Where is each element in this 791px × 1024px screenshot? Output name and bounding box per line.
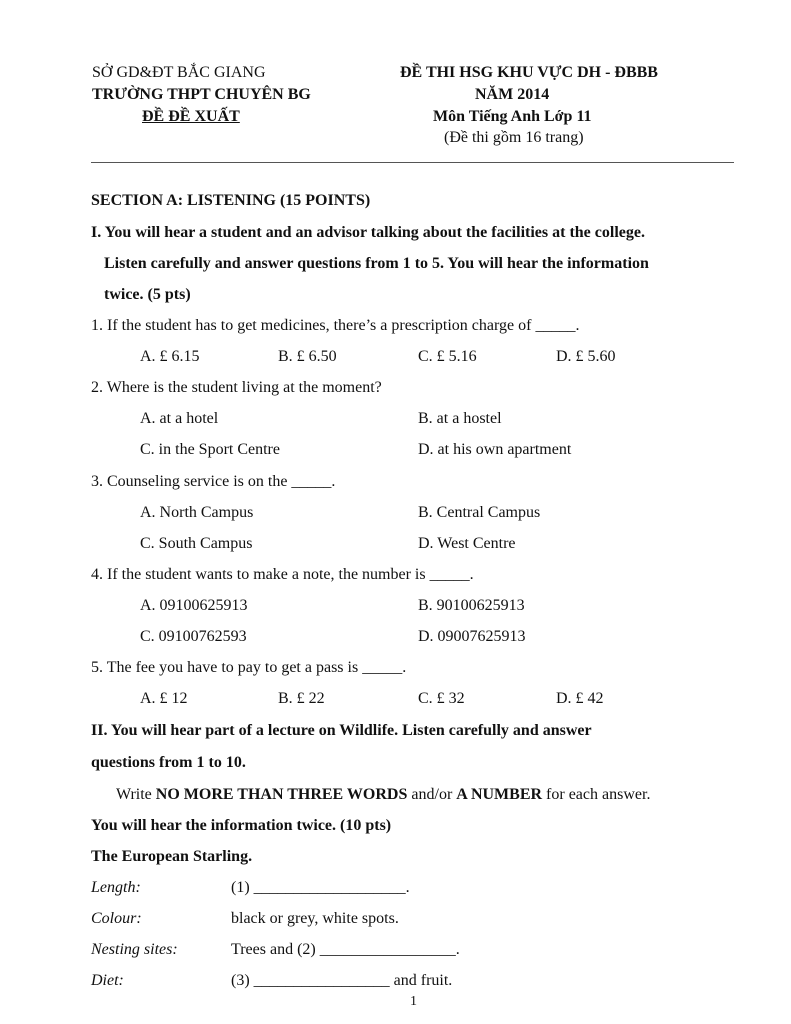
q5-option-a: A. £ 12 — [140, 690, 188, 707]
part2-write-instruction — [116, 786, 650, 804]
page-number: 1 — [410, 994, 417, 1009]
row-label-diet: Diet: — [91, 972, 124, 989]
row-value-colour: black or grey, white spots. — [231, 910, 399, 927]
q3-option-d: D. West Centre — [418, 535, 516, 552]
q3-option-a: A. North Campus — [140, 504, 254, 521]
section-title: SECTION A: LISTENING (15 POINTS) — [91, 192, 371, 209]
q5-option-b: B. £ 22 — [278, 690, 325, 707]
header-dept: SỞ GD&ĐT BẮC GIANG — [92, 64, 266, 81]
starling-heading: The European Starling. — [91, 848, 253, 865]
row-label-nesting: Nesting sites: — [91, 941, 178, 958]
write-limit-words: NO MORE THAN THREE WORDS — [155, 786, 408, 803]
part1-instruction-line3: twice. (5 pts) — [104, 286, 191, 303]
question-4: 4. If the student wants to make a note, the number is _____. — [91, 566, 474, 583]
write-mid: and/or — [407, 786, 457, 803]
q3-option-c: C. South Campus — [140, 535, 253, 552]
q1-option-c: C. £ 5.16 — [418, 348, 477, 365]
q1-option-b: B. £ 6.50 — [278, 348, 337, 365]
q5-option-d: D. £ 42 — [556, 690, 604, 707]
header-page-count: (Đề thi gồm 16 trang) — [444, 129, 584, 146]
part2-instruction-line3: You will hear the information twice. (10 pts) — [91, 817, 392, 834]
part2-instruction-line1: II. You will hear part of a lecture on Wildlife. Listen carefully and answer — [91, 722, 592, 739]
row-label-colour: Colour: — [91, 910, 142, 927]
q4-option-a: A. 09100625913 — [140, 597, 248, 614]
q4-option-b: B. 90100625913 — [418, 597, 525, 614]
q2-option-b: B. at a hostel — [418, 410, 502, 427]
row-value-diet: (3) _________________ and fruit. — [231, 972, 453, 989]
part2-instruction-line2: questions from 1 to 10. — [91, 754, 246, 771]
question-5: 5. The fee you have to pay to get a pass is _____. — [91, 659, 407, 676]
header-proposal: ĐỀ ĐỀ XUẤT — [142, 108, 240, 125]
q1-option-d: D. £ 5.60 — [556, 348, 616, 365]
header-year: NĂM 2014 — [475, 86, 550, 103]
header-school: TRƯỜNG THPT CHUYÊN BG — [92, 86, 311, 103]
q2-option-a: A. at a hotel — [140, 410, 219, 427]
q5-option-c: C. £ 32 — [418, 690, 465, 707]
header-exam-title: ĐỀ THI HSG KHU VỰC DH - ĐBBB — [400, 64, 658, 81]
question-3: 3. Counseling service is on the _____. — [91, 473, 336, 490]
part1-instruction-line1: I. You will hear a student and an advisor talking about the facilities at the college. — [91, 224, 645, 241]
q1-option-a: A. £ 6.15 — [140, 348, 200, 365]
write-limit-number: A NUMBER — [456, 786, 543, 803]
header-divider — [91, 162, 734, 163]
row-value-length: (1) ___________________. — [231, 879, 410, 896]
part1-instruction-line2: Listen carefully and answer questions from 1 to 5. You will hear the information — [104, 255, 649, 272]
q4-option-c: C. 09100762593 — [140, 628, 247, 645]
q2-option-d: D. at his own apartment — [418, 441, 572, 458]
row-label-length: Length: — [91, 879, 141, 896]
q3-option-b: B. Central Campus — [418, 504, 541, 521]
question-1: 1. If the student has to get medicines, there’s a prescription charge of _____. — [91, 317, 580, 334]
header-subject: Môn Tiếng Anh Lớp 11 — [433, 108, 592, 125]
question-2: 2. Where is the student living at the moment? — [91, 379, 382, 396]
write-post: for each answer. — [542, 786, 651, 803]
q4-option-d: D. 09007625913 — [418, 628, 526, 645]
q2-option-c: C. in the Sport Centre — [140, 441, 280, 458]
row-value-nesting: Trees and (2) _________________. — [231, 941, 460, 958]
write-pre: Write — [116, 786, 156, 803]
